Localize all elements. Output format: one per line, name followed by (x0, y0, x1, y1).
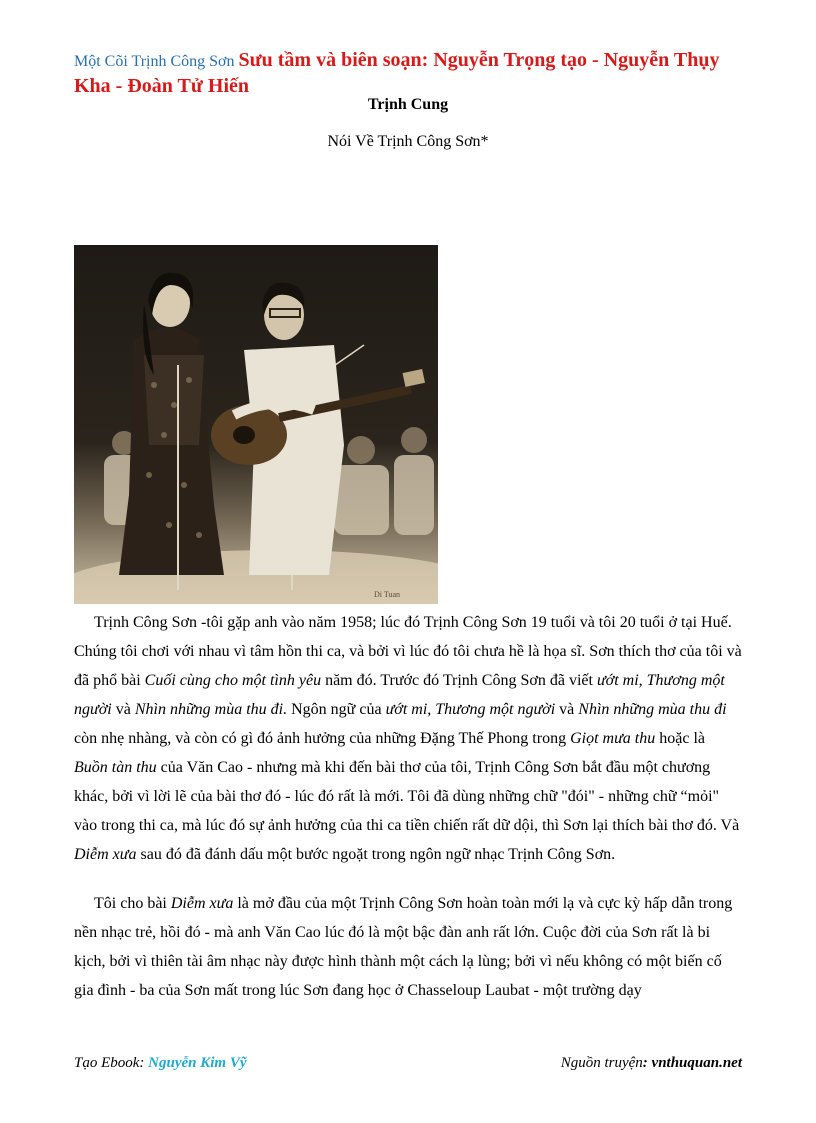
page-header (74, 48, 754, 100)
source-credit: Nguồn truyện: vnthuquan.net (560, 1055, 742, 1071)
source-site: vnthuquan.net (651, 1055, 742, 1071)
paragraph-1: Trịnh Công Sơn -tôi gặp anh vào năm 1958; lúc đó Trịnh Công Sơn 19 tuổi và tôi 20 tuổi ở tại Huế. Chúng tôi chơi với nhau vì tâm hồn thi ca, và bởi vì lúc đó tôi chưa hề là họa sĩ. Sơn thích thơ của tôi và đã phổ bài Cuối cùng cho một tình yêu năm đó. Trước đó Trịnh Công Sơn đã viết ướt mi, Thương một người và Nhìn những mùa thu đi. Ngôn ngữ của ướt mi, Thương một người và Nhìn những mùa thu đi còn nhẹ nhàng, và còn có gì đó ảnh hưởng của những Đặng Thế Phong trong Giọt mưa thu hoặc là Buồn tàn thu của Văn Cao - nhưng mà khi đến bài thơ của tôi, Trịnh Công Sơn bắt đầu một chương khác, bởi vì lời lẽ của bài thơ đó - lúc đó rất là mới. Tôi đã dùng những chữ "đói" - những chữ “mỏi" vào trong thi ca, mà lúc đó sự ảnh hưởng của thi ca tiền chiến rất dữ dội, thì Sơn lại thích bài thơ đó. Và Diễm xưa sau đó đã đánh dấu một bước ngoặt trong ngôn ngữ nhạc Trịnh Công Sơn. (74, 614, 742, 863)
photo-mark: Di Tuan (374, 590, 401, 599)
series-title: Một Cõi Trịnh Công Sơn (74, 53, 235, 70)
paragraph-2: Tôi cho bài Diễm xưa là mở đầu của một Trịnh Công Sơn hoàn toàn mới lạ và cực kỳ hấp dẫn trong nền nhạc trẻ, hồi đó - mà anh Văn Cao lúc đó là một bậc đàn anh rất lớn. Cuộc đời của Sơn rất là bi kịch, bởi vì thiên tài âm nhạc này được hình thành một cách lạ lùng; bởi vì nếu không có một biến cố gia đình - ba của Sơn mất trong lúc Sơn đang học ở Chasseloup Laubat - một trường dạy (74, 895, 733, 999)
article-title: Nói Về Trịnh Công Sơn* (327, 133, 489, 150)
article-author: Trịnh Cung (367, 96, 449, 113)
ebook-creator: Nguyễn Kim Vỹ (148, 1055, 247, 1071)
concert-photo-illustration (74, 245, 438, 604)
concert-photo (74, 245, 438, 604)
compiled-by: Sưu tầm và biên soạn: Nguyễn Trọng tạo - Nguyễn Thụy Kha - Đoàn Tử Hiến (74, 49, 720, 97)
ebook-credit: Tạo Ebook: Nguyễn Kim Vỹ (74, 1055, 247, 1071)
article-body (74, 608, 742, 1005)
